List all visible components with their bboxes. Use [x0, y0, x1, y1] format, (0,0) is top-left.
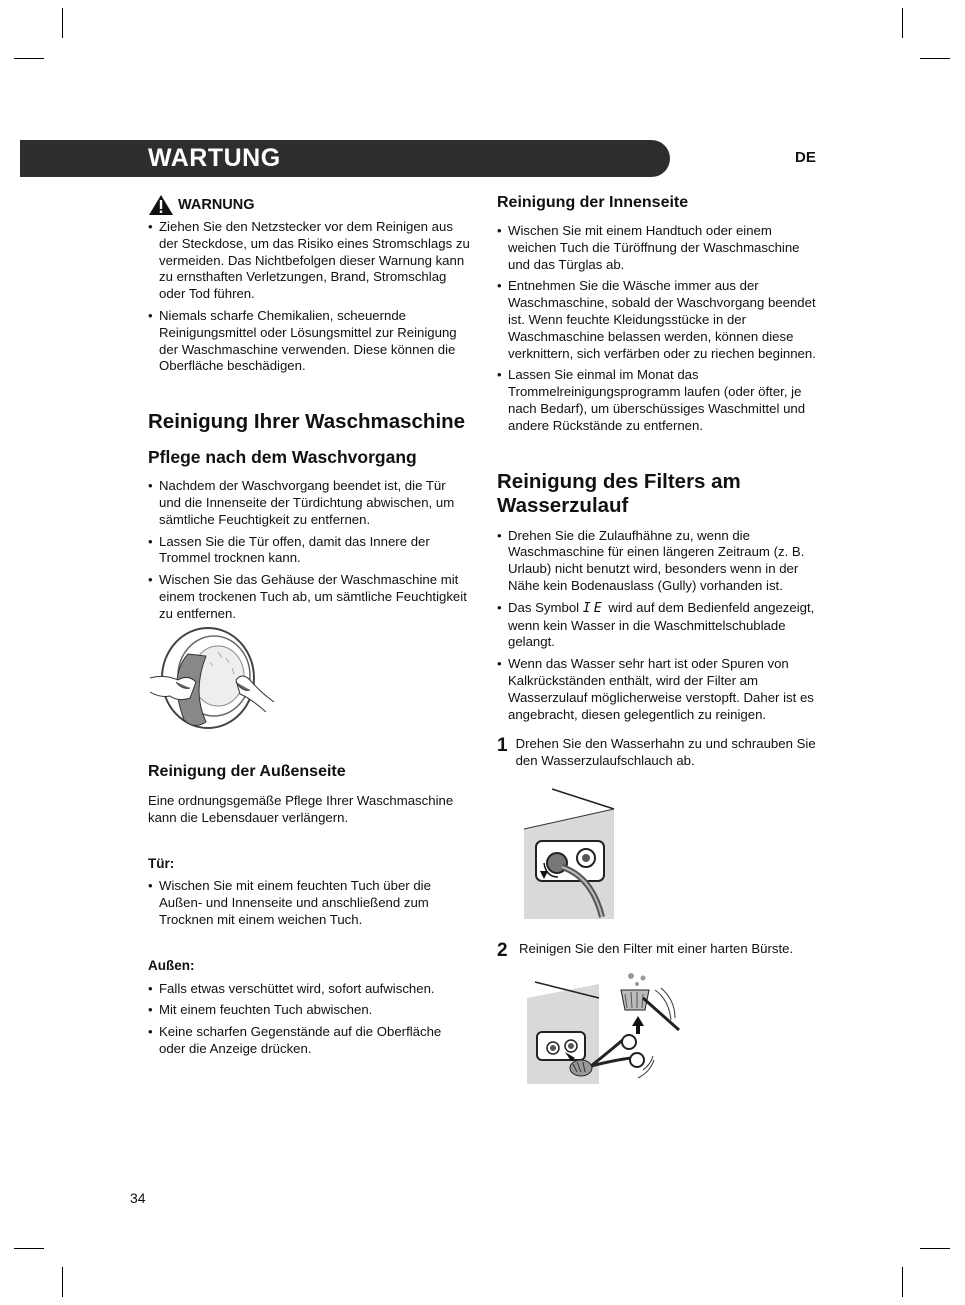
- filter-brush-illustration: [525, 968, 685, 1086]
- cleaning-title: Reinigung Ihrer Waschmaschine: [148, 410, 466, 434]
- crop-mark: [902, 1267, 903, 1297]
- interior-list: [497, 223, 819, 435]
- language-code: DE: [795, 149, 816, 166]
- care-list: [148, 478, 470, 622]
- step-2-block: [497, 941, 819, 961]
- list-item: • Keine scharfen Gegenstände auf die Oberfläche oder die Anzeige drücken.: [148, 1024, 470, 1058]
- list-item: • Wischen Sie mit einem Handtuch oder einem weichen Tuch die Türöffnung der Waschmaschine und das Türglas ab.: [497, 223, 819, 273]
- crop-mark: [62, 8, 63, 38]
- error-code-symbol: IE: [582, 600, 605, 616]
- door-label: Tür:: [148, 855, 175, 871]
- list-item: • Lassen Sie die Tür offen, damit das Innere der Trommel trocknen kann.: [148, 534, 470, 568]
- care-title: Pflege nach dem Waschvorgang: [148, 447, 417, 468]
- crop-mark: [920, 1248, 950, 1249]
- left-column: [148, 194, 470, 628]
- crop-mark: [62, 1267, 63, 1297]
- warning-icon: [148, 194, 174, 216]
- list-item: • Falls etwas verschüttet wird, sofort aufwischen.: [148, 981, 470, 998]
- step-text: Drehen Sie den Wasserhahn zu und schrauben Sie den Wasserzulaufschlauch ab.: [515, 736, 816, 769]
- list-item: • Ziehen Sie den Netzstecker vor dem Reinigen aus der Steckdose, um das Risiko eines Stromschlags zu vermeiden. Das Nichtbefolgen dieser Warnung kann zu ernsthaften Verletzungen, Brand, Stromschlag oder Tod führen.: [148, 219, 470, 303]
- outside-list: [148, 981, 470, 1058]
- step-2: [497, 941, 819, 961]
- step-number: 2: [497, 940, 508, 961]
- exterior-title: Reinigung der Außenseite: [148, 763, 346, 780]
- list-item: • Mit einem feuchten Tuch abwischen.: [148, 1002, 470, 1019]
- list-item: • Wischen Sie das Gehäuse der Waschmaschine mit einem trockenen Tuch ab, um sämtliche Feuchtigkeit zu entfernen.: [148, 572, 470, 622]
- outside-label: Außen:: [148, 957, 195, 973]
- filter-title: Reinigung des Filters am Wasserzulauf: [497, 469, 741, 517]
- page-number: 34: [130, 1190, 146, 1206]
- door-list: [148, 878, 470, 928]
- step-text: Reinigen Sie den Filter mit einer harten Bürste.: [519, 941, 794, 956]
- list-item: • Niemals scharfe Chemikalien, scheuernde Reinigungsmittel oder Lösungsmittel zur Reinigung der Waschmaschine verwenden. Diese können die Oberfläche beschädigen.: [148, 308, 470, 375]
- crop-mark: [902, 8, 903, 38]
- list-item: • Wenn das Wasser sehr hart ist oder Spuren von Kalkrückständen enthält, wird der Filter am Wasserzulauf möglicherweise verstopft. Daher ist es angebracht, diesen gelegentlich zu reinigen.: [497, 656, 819, 723]
- list-item: • Entnehmen Sie die Wäsche immer aus der Waschmaschine, sobald der Waschvorgang beendet ist. Wenn feuchte Kleidungsstücke in der Waschmaschine belassen werden, können diese verknittern, sich verfärben oder zu riechen beginnen.: [497, 278, 819, 362]
- list-item: • Lassen Sie einmal im Monat das Trommelreinigungsprogramm laufen (oder öfter, je nach Bedarf), um überschüssiges Waschmittel und andere Rückstände zu entfernen.: [497, 367, 819, 434]
- washer-door-wipe-illustration: [148, 622, 276, 734]
- list-item: • Nachdem der Waschvorgang beendet ist, die Tür und die Innenseite der Türdichtung abwischen, um sämtliche Feuchtigkeit zu entfernen.: [148, 478, 470, 528]
- section-title: WARTUNG: [148, 144, 281, 172]
- exterior-section: [148, 762, 470, 1063]
- list-item: • Wischen Sie mit einem feuchten Tuch über die Außen- und Innenseite und anschließend zum Trocknen mit einem weichen Tuch.: [148, 878, 470, 928]
- crop-mark: [14, 1248, 44, 1249]
- filter-list: [497, 528, 819, 724]
- step-number: 1: [497, 735, 508, 757]
- crop-mark: [14, 58, 44, 59]
- warning-label: WARNUNG: [178, 196, 255, 213]
- interior-title: Reinigung der Innenseite: [497, 194, 689, 211]
- right-column: [497, 193, 819, 770]
- warning-heading: [148, 194, 470, 216]
- hose-unscrew-illustration: [522, 787, 616, 919]
- step-1: [497, 736, 819, 770]
- list-item: • Das Symbol IE wird auf dem Bedienfeld angezeigt, wenn kein Wasser in die Waschmittelschublade gelangt.: [497, 600, 819, 651]
- list-item: • Drehen Sie die Zulaufhähne zu, wenn die Waschmaschine für einen längeren Zeitraum (z. B. Urlaub) nicht benutzt wird, besonders wenn in der Nähe kein Bodenauslass (Gully) vorhanden ist.: [497, 528, 819, 595]
- warning-list: [148, 219, 470, 375]
- crop-mark: [920, 58, 950, 59]
- section-header-bar: [20, 140, 670, 177]
- exterior-intro: Eine ordnungsgemäße Pflege Ihrer Waschmaschine kann die Lebensdauer verlängern.: [148, 793, 454, 825]
